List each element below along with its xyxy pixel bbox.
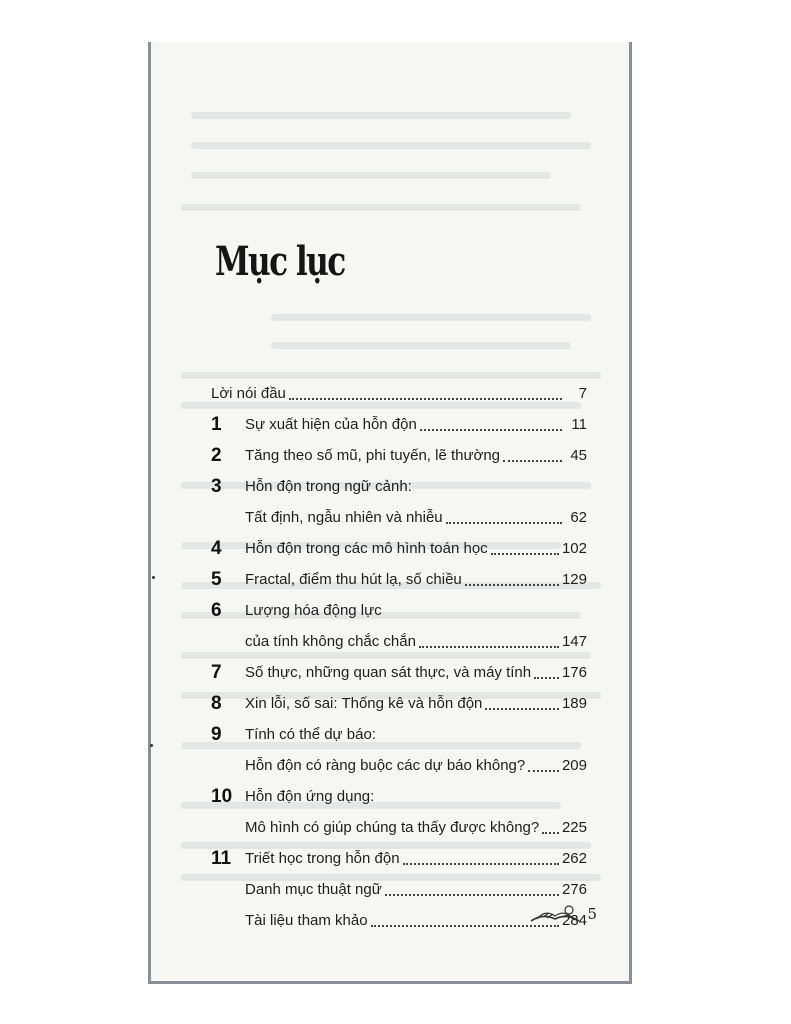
dot-leader	[503, 460, 562, 462]
scan-speck	[150, 744, 153, 747]
toc-line	[211, 868, 587, 899]
dot-leader	[485, 708, 559, 710]
page-title: Mục lục	[215, 238, 345, 285]
toc-line	[211, 651, 587, 682]
toc-entry	[211, 682, 587, 713]
chapter-number: 10	[211, 786, 233, 807]
toc-page-number: 129	[561, 571, 587, 588]
toc-page-number: 262	[561, 850, 587, 867]
toc-entry	[211, 868, 587, 899]
scan-speck	[152, 576, 155, 579]
toc-entry	[211, 713, 587, 775]
toc-page-number: 11	[571, 416, 587, 433]
toc-entry-title: Tăng theo số mũ, phi tuyến, lẽ thường	[245, 447, 501, 464]
toc-entry	[211, 837, 587, 868]
toc-page-number: 62	[570, 509, 587, 526]
toc-entry-title: Tính có thể dự báo:	[245, 726, 376, 743]
dot-leader	[371, 925, 559, 927]
toc-entry-title: Hỗn độn trong các mô hình toán học	[245, 540, 488, 557]
toc-entry-title: Danh mục thuật ngữ	[245, 881, 382, 898]
toc-page-number: 45	[570, 447, 587, 464]
book-page	[148, 42, 632, 984]
toc-line	[211, 589, 587, 620]
toc-entry-title: Triết học trong hỗn độn	[245, 850, 400, 867]
toc-page-number: 189	[561, 695, 587, 712]
page-number: 5	[587, 905, 597, 923]
toc-page-number: 225	[561, 819, 587, 836]
toc-entry	[211, 651, 587, 682]
toc-entry	[211, 527, 587, 558]
toc-entry-title: Tất định, ngẫu nhiên và nhiễu	[245, 509, 443, 526]
chapter-number: 3	[211, 476, 222, 497]
chapter-number: 5	[211, 569, 222, 590]
table-of-contents	[211, 372, 587, 930]
dot-leader	[528, 770, 559, 772]
chapter-number: 8	[211, 693, 222, 714]
toc-line	[211, 434, 587, 465]
chapter-number: 6	[211, 600, 222, 621]
page-footer	[529, 903, 597, 925]
dot-leader	[446, 522, 562, 524]
toc-entry	[211, 434, 587, 465]
toc-line	[211, 744, 587, 775]
dot-leader	[419, 646, 559, 648]
toc-line	[211, 496, 587, 527]
dot-leader	[534, 677, 559, 679]
toc-entry-title: Hỗn độn trong ngữ cảnh:	[245, 478, 412, 495]
toc-entry	[211, 372, 587, 403]
toc-entry-title: Lượng hóa động lực	[245, 602, 382, 619]
toc-entry	[211, 775, 587, 837]
toc-entry-title: Số thực, những quan sát thực, và máy tính	[245, 664, 532, 681]
chapter-number: 1	[211, 414, 222, 435]
toc-page-number: 209	[561, 757, 587, 774]
dot-leader	[289, 398, 562, 400]
dot-leader	[403, 863, 559, 865]
toc-page-number: 147	[561, 633, 587, 650]
toc-entry-title: Tài liệu tham khảo	[245, 912, 368, 929]
toc-entry	[211, 589, 587, 651]
toc-page-number: 284	[561, 912, 587, 929]
toc-entry-title: Fractal, điểm thu hút lạ, số chiều	[245, 571, 462, 588]
toc-line	[211, 713, 587, 744]
toc-entry-title: Lời nói đầu	[211, 385, 286, 402]
toc-line	[211, 372, 587, 403]
dot-leader	[491, 553, 559, 555]
toc-line	[211, 558, 587, 589]
toc-page-number: 7	[578, 385, 587, 402]
dot-leader	[385, 894, 559, 896]
toc-page-number: 102	[561, 540, 587, 557]
toc-line	[211, 620, 587, 651]
toc-entry	[211, 403, 587, 434]
toc-line	[211, 837, 587, 868]
toc-line	[211, 465, 587, 496]
toc-entry-title: Hỗn độn có ràng buộc các dự báo không?	[245, 757, 526, 774]
toc-entry-title: Sự xuất hiện của hỗn độn	[245, 416, 417, 433]
chapter-number: 4	[211, 538, 222, 559]
toc-line	[211, 806, 587, 837]
toc-page-number: 176	[561, 664, 587, 681]
chapter-number: 7	[211, 662, 222, 683]
chapter-number: 9	[211, 724, 222, 745]
dot-leader	[420, 429, 562, 431]
toc-entry-title: Hỗn độn ứng dụng:	[245, 788, 375, 805]
toc-entry-title: của tính không chắc chắn	[245, 633, 416, 650]
toc-entry	[211, 465, 587, 527]
toc-entry-title: Mô hình có giúp chúng ta thấy được không?	[245, 819, 540, 836]
toc-entry	[211, 558, 587, 589]
toc-line	[211, 775, 587, 806]
toc-entry-title: Xin lỗi, số sai: Thống kê và hỗn độn	[245, 695, 483, 712]
toc-page-number: 276	[561, 881, 587, 898]
chapter-number: 11	[211, 848, 232, 869]
dot-leader	[542, 832, 559, 834]
toc-line	[211, 527, 587, 558]
dot-leader	[465, 584, 559, 586]
open-book-ornament-icon	[529, 903, 581, 925]
toc-line	[211, 682, 587, 713]
toc-line	[211, 403, 587, 434]
chapter-number: 2	[211, 445, 222, 466]
